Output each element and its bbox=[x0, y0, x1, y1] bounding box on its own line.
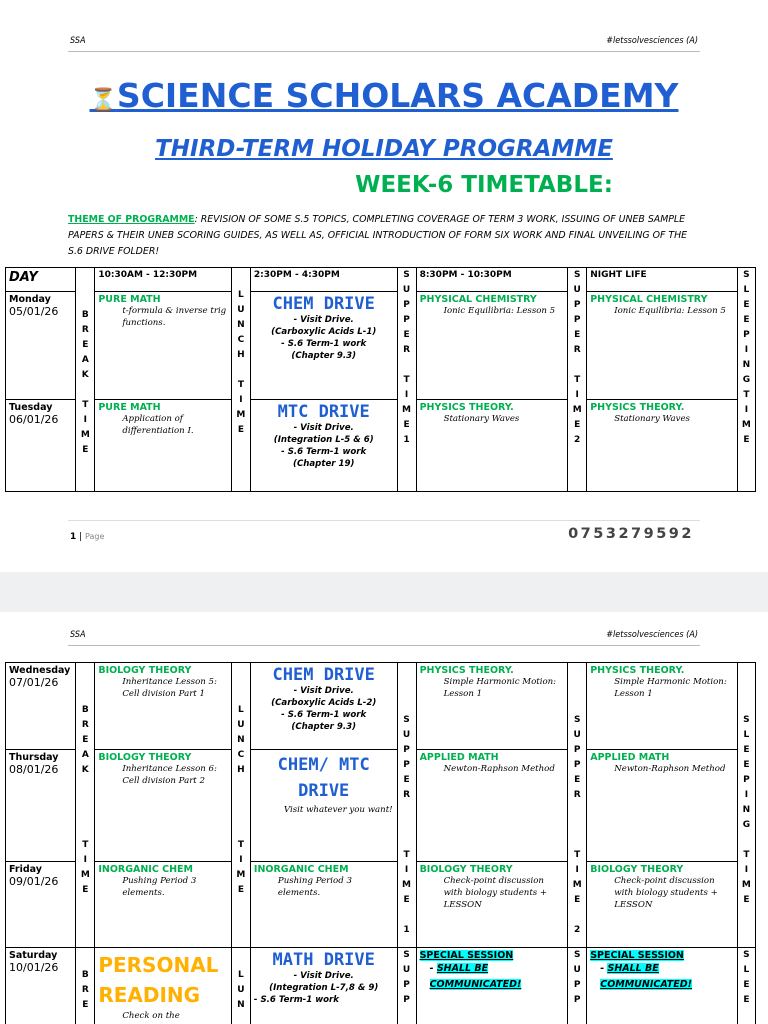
special-session-cell: SPECIAL SESSION - SHALL BE COMMUNICATED! bbox=[587, 948, 738, 1024]
sleeping-time: S L E E P I N G T I M E bbox=[737, 268, 755, 492]
drive-cell: MTC DRIVE - Visit Drive. (Integration L-5 & 6) - S.6 Term-1 work (Chapter 19) bbox=[250, 400, 397, 492]
slot-cell: PHYSICAL CHEMISTRY Ionic Equilibria: Lesson 5 bbox=[416, 292, 568, 400]
lunch-time-1: L U N C H T I M E bbox=[231, 268, 250, 492]
sleeping-time-2: S L E E P I N G T I M E bbox=[737, 663, 755, 948]
slot-cell: APPLIED MATH Newton-Raphson Method bbox=[416, 750, 568, 862]
header-left: SSA bbox=[70, 630, 86, 640]
header-rule bbox=[68, 645, 700, 646]
break-time-1: B R E A K T I M E bbox=[76, 268, 95, 492]
drive-cell: CHEM DRIVE - Visit Drive. (Carboxylic Acids L-2) - S.6 Term-1 work (Chapter 9.3) bbox=[250, 663, 397, 750]
theme-text: : REVISION OF SOME S.5 TOPICS, COMPLETING COVERAGE OF TERM 3 WORK, ISSUING OF UNEB SAMPLE PAPERS & THEIR UNEB SCORING GUIDES, AS WELL AS, OFFICIAL INTRODUCTION OF FORM SIX WORK AND FINAL UNVEILING OF THE S.6 DRIVE FOLDER! bbox=[68, 214, 688, 257]
programme-title: THIRD-TERM HOLIDAY PROGRAMME bbox=[155, 136, 613, 162]
header-right: #letssolvesciences (A) bbox=[606, 36, 698, 46]
slot-cell: PURE MATH Application of differentiation I. bbox=[95, 400, 232, 492]
day-cell: Tuesday 06/01/26 bbox=[6, 400, 76, 492]
break-time-3: B R E bbox=[76, 948, 95, 1024]
footer-rule bbox=[68, 520, 700, 521]
day-cell: Saturday 10/01/26 bbox=[6, 948, 76, 1024]
hourglass-icon: ⏳ bbox=[89, 88, 117, 113]
day-cell: Friday 09/01/26 bbox=[6, 862, 76, 948]
header-left: SSA bbox=[70, 36, 86, 46]
supper-time-1b: S U P P E R T I M E 1 bbox=[397, 663, 416, 948]
theme-label: THEME OF PROGRAMME bbox=[68, 214, 195, 225]
lunch-time-2: L U N C H T I M E bbox=[231, 663, 250, 948]
col-slot-2: 2:30PM - 4:30PM bbox=[250, 268, 397, 292]
day-cell: Wednesday 07/01/26 bbox=[6, 663, 76, 750]
header-right: #letssolvesciences (A) bbox=[606, 630, 698, 640]
slot-cell: PURE MATH t-formula & inverse trig functions. bbox=[95, 292, 232, 400]
slot-cell: PHYSICS THEORY. Simple Harmonic Motion: Lesson 1 bbox=[587, 663, 738, 750]
personal-reading-cell: PERSONAL READING Check on the bbox=[95, 948, 232, 1024]
drive-cell: MATH DRIVE - Visit Drive. (Integration L-7,8 & 9) - S.6 Term-1 work bbox=[250, 948, 397, 1024]
sleeping-time-3: S L E E bbox=[737, 948, 755, 1024]
supper-time-2b: S U P P E R T I M E 2 bbox=[568, 663, 587, 948]
break-time-2: B R E A K T I M E bbox=[76, 663, 95, 948]
supper-time-1: S U P P E R T I M E 1 bbox=[397, 268, 416, 492]
slot-cell: PHYSICS THEORY. Stationary Waves bbox=[587, 400, 738, 492]
day-cell: Monday 05/01/26 bbox=[6, 292, 76, 400]
slot-cell: BIOLOGY THEORY Check-point discussion with biology students + LESSON bbox=[416, 862, 568, 948]
drive-cell: CHEM DRIVE - Visit Drive. (Carboxylic Acids L-1) - S.6 Term-1 work (Chapter 9.3) bbox=[250, 292, 397, 400]
supper-time-2: S U P P E R T I M E 2 bbox=[568, 268, 587, 492]
slot-cell: PHYSICS THEORY. Stationary Waves bbox=[416, 400, 568, 492]
timetable-page-2 bbox=[5, 662, 756, 1024]
col-day: DAY bbox=[6, 268, 76, 292]
slot-cell: PHYSICAL CHEMISTRY Ionic Equilibria: Lesson 5 bbox=[587, 292, 738, 400]
col-slot-1: 10:30AM - 12:30PM bbox=[95, 268, 232, 292]
page-number: 1 | Page bbox=[70, 532, 105, 542]
col-night-life: NIGHT LIFE bbox=[587, 268, 738, 292]
academy-title: ⏳SCIENCE SCHOLARS ACADEMY bbox=[89, 76, 679, 115]
timetable-page-1 bbox=[5, 267, 756, 492]
slot-cell: PHYSICS THEORY. Simple Harmonic Motion: Lesson 1 bbox=[416, 663, 568, 750]
week-title: WEEK-6 TIMETABLE: bbox=[355, 172, 613, 198]
header-rule bbox=[68, 51, 700, 52]
theme-paragraph bbox=[68, 212, 700, 260]
lunch-time-3: L U N bbox=[231, 948, 250, 1024]
supper-time-4: S U P P bbox=[568, 948, 587, 1024]
slot-cell: INORGANIC CHEM Pushing Period 3 elements. bbox=[95, 862, 232, 948]
drive-cell: CHEM/ MTC DRIVE Visit whatever you want! bbox=[250, 750, 397, 862]
col-slot-3: 8:30PM - 10:30PM bbox=[416, 268, 568, 292]
slot-cell: BIOLOGY THEORY Inheritance Lesson 6: Cell division Part 2 bbox=[95, 750, 232, 862]
supper-time-3: S U P P bbox=[397, 948, 416, 1024]
slot-cell: BIOLOGY THEORY Inheritance Lesson 5: Cell division Part 1 bbox=[95, 663, 232, 750]
phone-number: 0753279592 bbox=[568, 526, 694, 542]
day-cell: Thursday 08/01/26 bbox=[6, 750, 76, 862]
slot-cell: INORGANIC CHEM Pushing Period 3 elements. bbox=[250, 862, 397, 948]
slot-cell: APPLIED MATH Newton-Raphson Method bbox=[587, 750, 738, 862]
slot-cell: BIOLOGY THEORY Check-point discussion with biology students + LESSON bbox=[587, 862, 738, 948]
page-2 bbox=[0, 612, 768, 1024]
special-session-cell: SPECIAL SESSION - SHALL BE COMMUNICATED! bbox=[416, 948, 568, 1024]
